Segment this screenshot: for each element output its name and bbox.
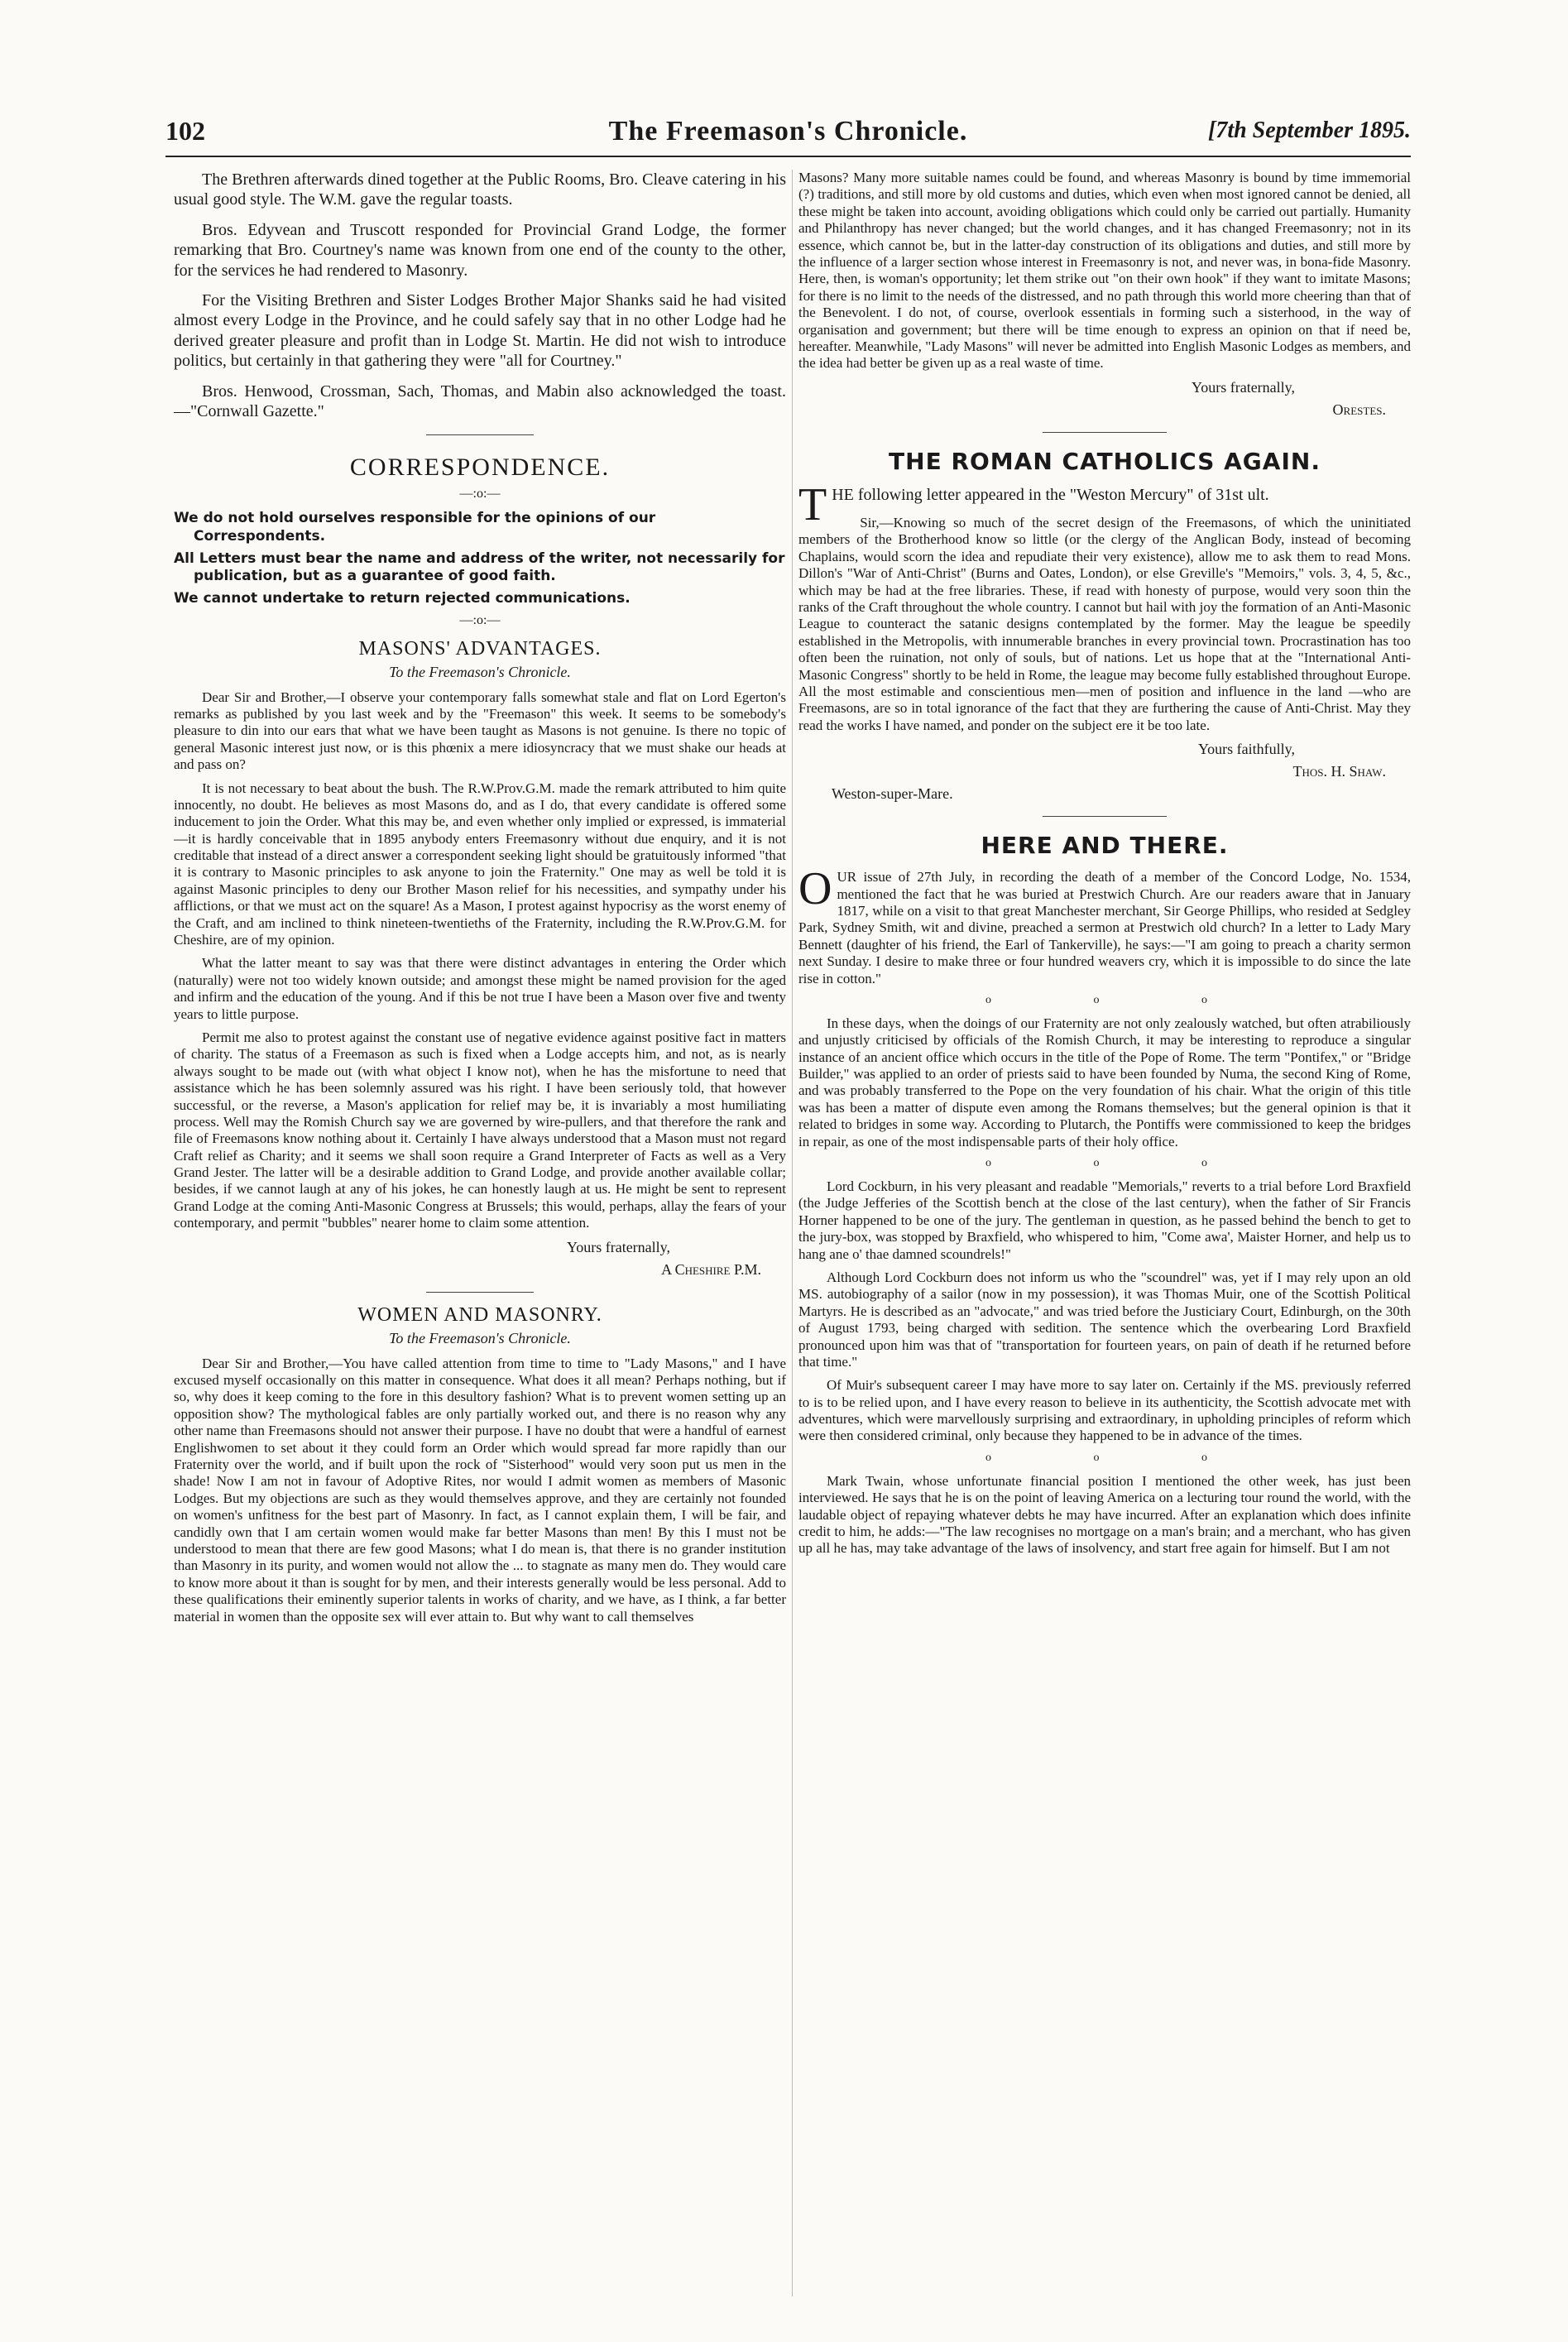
article-paragraph: Lord Cockburn, in his very pleasant and readable "Memorials," reverts to a trial before Lord Braxfield (the Judge Jefferies of the Scottish bench at the close of the last century), when the father of Sir Francis Horner happened to be one of the jury. The gentleman in question, as he passed behind the bench to get to the jury-box, was stopped by Braxfield, who whispered to him, "Come awa', Maister Horner, and help us to hang ane o' thae damned scoundrels!" xyxy=(798,1178,1411,1262)
section-title-correspondence: CORRESPONDENCE. xyxy=(349,454,611,482)
letter-title-women-and-masonry: WOMEN AND MASONRY. xyxy=(357,1303,602,1326)
sign-off: Yours faithfully, xyxy=(1197,741,1295,758)
section-title-roman-catholics: THE ROMAN CATHOLICS AGAIN. xyxy=(889,447,1321,475)
left-column xyxy=(174,170,786,2305)
right-column xyxy=(798,170,1411,2305)
section-title-here-and-there: HERE AND THERE. xyxy=(981,832,1229,860)
article-intro xyxy=(798,478,1411,530)
drop-cap: O xyxy=(798,863,832,915)
article-paragraph: In these days, when the doings of our Fraternity are not only zealously watched, but often atrabiliously and unjustly criticised by officials of the Romish Church, it may be interesting to reproduce a singular instance of an ancient office which occurs in the title of the Pope of Rome. The term "Pontifex," or "Bridge Builder," was applied to an order of priests said to have been founded by Numa, the second King of Rome, and was probably transferred to the Pope on the very foundation of his chair. What the origin of this title was has been a matter of dispute even among the Romans themselves; but the general opinion is that it related to bridges in some way. According to Plutarch, the Pontiffs were commissioned to keep the bridges in repair, as one of the most indispensable parts of their holy office. xyxy=(798,1015,1411,1149)
letter-paragraph: What the latter meant to say was that there were distinct advantages in entering the Order which (naturally) were not too widely known outside; and amongst these might be named provision for the aged and infirm and the education of the young. And if this be not true I have been a Mason over five and twenty years to little purpose. xyxy=(174,955,786,1022)
item-separator: o o o xyxy=(985,1157,1257,1170)
page-number: 102 xyxy=(165,116,205,146)
paragraph-text: UR issue of 27th July, in recording the death of a member of the Concord Lodge, No. 1534, mentioned the fact that he was buried at Prestwich Church. Are our readers aware that in January 1817, while on a visit to that great Manchester merchant, Sir George Phillips, who resided at Sedgley Park, Sydney Smith, wit and divine, preached a sermon at Prestwich old church? In a letter to Lady Mary Bennett (daughter of his friend, the Earl of Tankerville), he says:—"I am going to preach a charity sermon next Sunday. I desire to make three or four hundred weavers cry, which it is impossible to do since the late rise in cotton." xyxy=(798,869,1411,986)
editorial-notice: We cannot undertake to return rejected communications. xyxy=(174,590,631,607)
column-divider xyxy=(792,170,793,2296)
article-paragraph: Mark Twain, whose unfortunate financial position I mentioned the other week, has just been interviewed. He says that he is on the point of leaving America on a lecturing tour round the world, with the laudable object of repaying whatever debts he may have incurred. After an explanation which does infinite credit to him, he adds:—"The law recognises no mortgage on a man's brain; and a merchant, who has given up all he has, may take advantage of the laws of insolvency, and start free again for himself. But I am not xyxy=(798,1472,1411,1557)
letter-dedication: To the Freemason's Chronicle. xyxy=(389,663,571,680)
item-separator: o o o xyxy=(985,1451,1257,1464)
intro-text: HE following letter appeared in the "Weston Mercury" of 31st ult. xyxy=(832,485,1269,504)
ornament-divider: —:o:— xyxy=(459,487,501,502)
article-paragraph xyxy=(798,863,1411,987)
paragraph: Bros. Edyvean and Truscott responded for Provincial Grand Lodge, the former remarking that Bro. Courtney's name was known from one end of the county to the other, for the services he had rendered to Masonry. xyxy=(174,220,786,280)
letter-continuation: Masons? Many more suitable names could be found, and whereas Masonry is bound by time immemorial (?) traditions, and still more by old customs and duties, which even when most ignored cannot be denied, all these might be taken into account, avoiding obligations which could only be carried out partially. Humanity and Philanthropy has never changed; but the world changes, and it has changed Freemasonry; not in its essence, which cannot be, but in the latter-day construction of its obligations and duties, and still more by the influence of a larger section whose interest in Freemasonry is not, and never was, in bona-fide Masonry. Here, then, is woman's opportunity; let them strike out "on their own hook" if they want to imitate Masons; for there is no limit to the needs of the distressed, and no path through this world more cheering than that of the Benevolent. I do not, of course, overlook essentials in forming such a sisterhood, in the way of organisation and government; but there will be time enough to express an opinion on that if need be, hereafter. Meanwhile, "Lady Masons" will never be admitted into English Masonic Lodges as members, and the idea had better be given up as a real waste of time. xyxy=(798,170,1411,372)
sign-off: Yours fraternally, xyxy=(1192,378,1295,396)
letter-dedication: To the Freemason's Chronicle. xyxy=(389,1329,571,1346)
paragraph: For the Visiting Brethren and Sister Lodges Brother Major Shanks said he had visited almost every Lodge in the Province, and he could safely say that in no other Lodge had he derived greater pleasure and profit than in Lodge St. Martin. He did not wish to introduce politics, but certainly in that gathering they were "all for Courtney." xyxy=(174,290,786,371)
issue-date: [7th September 1895. xyxy=(1208,118,1411,143)
letter-paragraph: Dear Sir and Brother,—You have called attention from time to time to "Lady Masons," and I have excused myself occasionally on this matter in consequence. What does it all mean? Perhaps nothing, but if so, why does it keep coming to the fore in this desultory fashion? What is to prevent women setting up an opposition show? The mythological fables are only partially worked out, and there is no reason why any other name than Freemasons should not answer their purpose. I have no doubt that were a handful of earnest Englishwomen to set about it they could form an Order which would spread far more rapidly than our Fraternity over the world, and if built upon the rock of "Sisterhood" would very soon put us men in the shade! Now I am not in favour of Adoptive Rites, nor would I admit women as members of Masonic Lodges. But my objections are such as they would themselves approve, and they are certainly not founded on women's unfitness for the best part of Masonry. In fact, as I cannot explain them, I will be fair, and candidly own that I am certain women would make far better Masons than men! By this I must not be understood to mean that there are few good Masons; what I do mean is, that there is no grander institution than Masonry in its purity, and women would not allow the ... to stagnate as many men do. They would care to know more about it than is sought for by men, and their interests generally would be less personal. Add to these qualifications their eminently superior talents in works of charity, and we have, as I think, a far better material in women than the opposite sex will ever attain to. But why want to call themselves xyxy=(174,1355,786,1625)
publication-title: The Freemason's Chronicle. xyxy=(608,116,968,146)
header-rule xyxy=(165,156,1411,157)
article-paragraph: Although Lord Cockburn does not inform us who the "scoundrel" was, yet if I may rely upon an old MS. autobiography of a sailor (now in my possession), it was Thomas Muir, one of the Scottish Political Martyrs. He is described as an "advocate," and was tried before the Justiciary Court, Edinburgh, on the 30th of August 1793, being charged with sedition. The sentence which the overbearing Lord Braxfield pronounced upon him was that of "transportation for fourteen years, on pain of death if he returned before that time." xyxy=(798,1269,1411,1370)
drop-cap: T xyxy=(798,478,827,530)
letter-paragraph: Sir,—Knowing so much of the secret design of the Freemasons, of which the uninitiated members of the Brotherhood know so little (or the clergy of the Anglican Body, instead of becoming Chaplains, would scorn the idea and repudiate their very existence), allow me to ask them to read Mons. Dillon's "War of Anti-Christ" (Burns and Oates, London), or else Greville's "Memoirs," vols. 3, 4, 5, &c., which may be had at the free libraries. These, if read with honesty of purpose, would very soon thin the ranks of the Craft throughout the whole country. I cannot but hail with joy the formation of an Anti-Masonic League to counteract the satanic designs contemplated by the former. May the league be speedily established in the Metropolis, with innumerable branches in every provincial town. Procrastination has too often been the ruination, not only of souls, but of nations. Let us hope that at the "International Anti-Masonic Congress" shortly to be held in Rome, the league may become fully established throughout Europe. All the most estimable and conscientious men—men of position and influence in the land —who are Freemasons, are so in total ignorance of the fact that they are furthering the cause of Anti-Christ. May they read the works I have named, and ponder on the subject ere it be too late. xyxy=(798,515,1411,733)
page-header xyxy=(165,116,1411,166)
paragraph: Bros. Henwood, Crossman, Sach, Thomas, and Mabin also acknowledged the toast.—"Cornwall Gazette." xyxy=(174,382,786,420)
editorial-notice: We do not hold ourselves responsible for the opinions of our Correspondents. xyxy=(174,510,656,545)
editorial-notice: All Letters must bear the name and address of the writer, not necessarily for publication, but as a guarantee of good faith. xyxy=(174,550,785,585)
signature: Thos. H. Shaw. xyxy=(1292,763,1386,780)
section-rule xyxy=(426,1292,534,1293)
sign-off: Yours fraternally, xyxy=(567,1238,670,1255)
letter-place: Weston-super-Mare. xyxy=(832,785,953,803)
signature: Orestes. xyxy=(1332,401,1386,418)
letter-title-masons-advantages: MASONS' ADVANTAGES. xyxy=(358,637,602,660)
letter-paragraph: It is not necessary to beat about the bush. The R.W.Prov.G.M. made the remark attributed to him quite innocently, no doubt. He believes as most Masons do, and as I do, that every candidate is offered some inducement to join the Order. What this may be, and even whether only implied or expressed, is immaterial—it is hardly conceivable that in 1895 anybody enters Freemasonry without due enquiry, and it is not creditable that instead of a direct answer a correspondent seeking light should be gratuitously informed "that it is contrary to Masonic principles to ask anyone to join the Fraternity." One may as well be told it is against Masonic principles to deny our Brother Mason relief for his necessities, and sympathy under his afflictions, or that we must act on the square! As a Mason, I protest against hypocrisy as the worst enemy of the Craft, and am inclined to think nineteen-twentieths of the Fraternity, including the R.W.Prov.G.M. for Cheshire, are of my opinion. xyxy=(174,780,786,948)
section-rule xyxy=(1043,816,1167,817)
paragraph: The Brethren afterwards dined together at the Public Rooms, Bro. Cleave catering in his usual good style. The W.M. gave the regular toasts. xyxy=(174,170,786,209)
item-separator: o o o xyxy=(985,993,1257,1006)
article-paragraph: Of Muir's subsequent career I may have more to say later on. Certainly if the MS. previously referred to is to be relied upon, and I have every reason to believe in its authenticity, the Scottish advocate met with adventures, which were marvellously surprising and extraordinary, in upholding principles of reform which were then considered criminal, only because they happened to be in advance of the times. xyxy=(798,1377,1411,1444)
ornament-divider: —:o:— xyxy=(459,612,501,627)
letter-paragraph: Permit me also to protest against the constant use of negative evidence against positive fact in matters of charity. The status of a Freemason as such is fixed when a Lodge accepts him, and not, as is nearly always sought to be made out (with what object I know not), when he has the misfortune to need that assistance which he has been solemnly assured was his right. I have been seriously told, that however successful, or the reverse, a Mason's application for relief may be, it is invariably a most humiliating process. Well may the Romish Church say we are governed by wire-pullers, and that therefore the rank and file of Freemasons know nothing about it. Certainly I have always understood that a Mason must not regard Craft relief as Charity; and it seems we shall soon require a Grand Interpreter of Facts as well as a Very Grand Jester. The latter will be a desirable addition to Grand Lodge, and provide another available collar; besides, if we cannot laugh at any of his jokes, he can honestly laugh at us. He might be sent to represent Grand Lodge at the coming Anti-Masonic Congress at Brussels; this would, perhaps, allay the fears of your contemporary, and permit "bubbles" nearer home to claim some attention. xyxy=(174,1029,786,1231)
section-rule xyxy=(1043,432,1167,433)
letter-paragraph: Dear Sir and Brother,—I observe your contemporary falls somewhat stale and flat on Lord Egerton's remarks as published by you last week and by the "Freemason" this week. It seems to be somebody's pleasure to din into our ears that what we have been taught as Masons is not genuine. Is there no topic of general Masonic interest just now, or is this phœnix a mere idiosyncracy that we must shake our heads at and pass on? xyxy=(174,689,786,773)
signature: A Cheshire P.M. xyxy=(661,1260,761,1278)
section-rule xyxy=(426,434,534,435)
